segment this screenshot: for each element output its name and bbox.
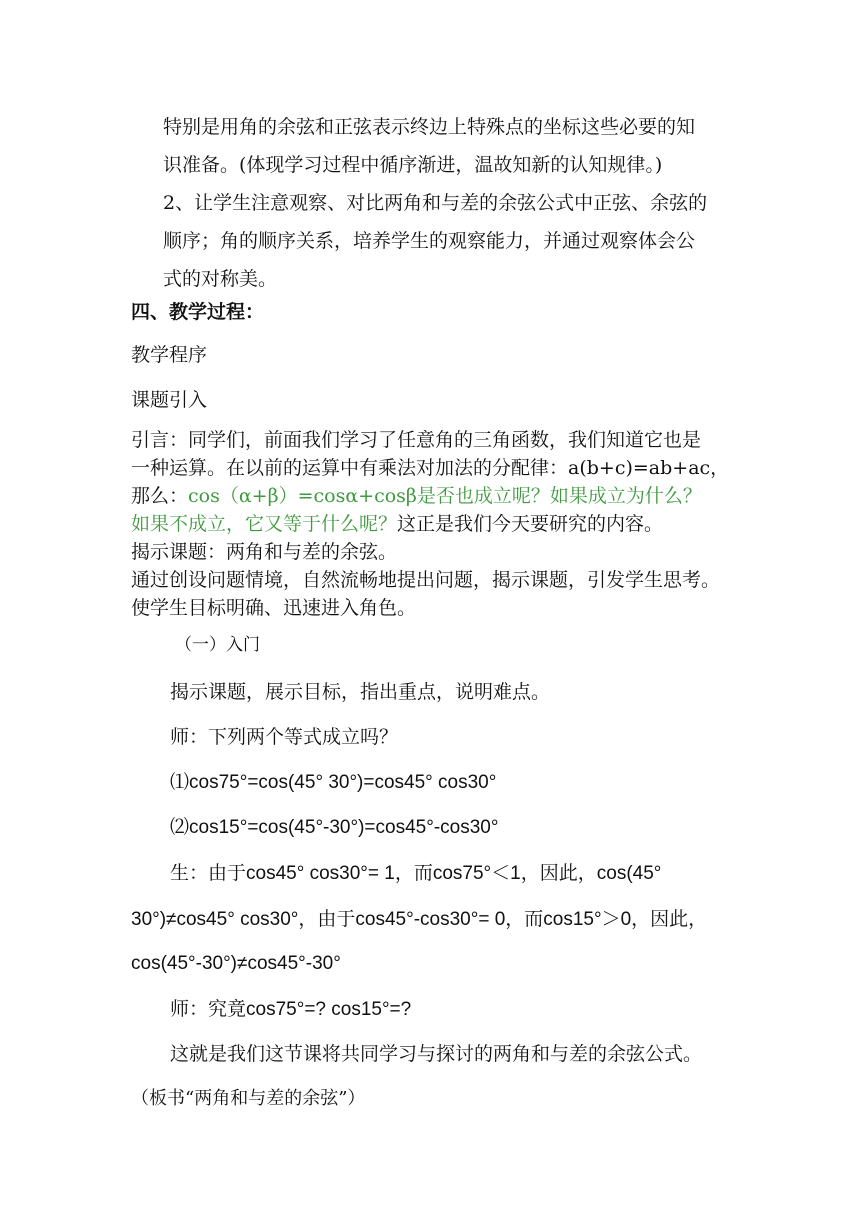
student-formula: cos45°-cos30°= 0 [355,909,506,930]
teaching-program: 教学程序 [131,344,208,366]
student-formula: cos75°＜1 [432,863,521,884]
student-answer-line-1 [170,861,661,886]
student-formula: cos(45° [596,863,662,884]
student-answer-line-2 [131,907,707,932]
section-heading: 四、教学过程： [131,301,265,323]
student-text: ，因此， [631,908,708,930]
intro-line-2: 识准备。(体现学习过程中循序渐进，温故知新的认知规律。) [163,154,663,176]
lead-question-cont: 如果不成立，它又等于什么呢？ [131,513,398,535]
reveal-topic: 揭示课题：两角和与差的余弦。 [131,541,398,563]
conclusion-text: 这就是我们这节课将共同学习与探讨的两角和与差的余弦公式。 [170,1043,703,1065]
student-text: 生：由于 [170,862,247,884]
student-text: ，而 [394,862,433,884]
equation-2-text: cos15°=cos(45°-30°)=cos45°-cos30° [189,817,499,838]
situation-line-1: 通过创设问题情境，自然流畅地提出问题，揭示课题，引发学生思考。 [131,569,721,591]
board-note: （板书“两角和与差的余弦”） [131,1088,366,1109]
teacher-question: 师：下列两个等式成立吗？ [170,726,399,748]
goal-text: 揭示课题，展示目标，指出重点，说明难点。 [170,681,551,703]
student-text: ，而 [505,908,544,930]
point2-line-3: 式的对称美。 [163,268,278,290]
teacher-text: 师：究竟 [170,998,247,1020]
equation-2-number: ⑵ [170,816,190,838]
student-answer-line-3: cos(45°-30°)≠cos45°-30° [131,953,341,974]
equation-1-text: cos75°=cos(45° 30°)=cos45° cos30° [189,772,497,793]
intro-line-1: 特别是用角的余弦和正弦表示终边上特殊点的坐标这些必要的知 [163,116,696,138]
lead-line-4 [131,512,663,536]
student-text: ，因此， [520,862,597,884]
teacher-formula: cos75°=? cos15°=? [246,999,412,1020]
lead-line-3-prefix: 那么： [131,485,189,507]
subsection-title: （一）入门 [175,635,260,655]
student-formula: cos45° cos30°= 1 [246,863,395,884]
lead-line-4-suffix: 这正是我们今天要研究的内容。 [397,513,664,535]
equation-1-number: ⑴ [170,771,190,793]
point2-line-1: 2、让学生注意观察、对比两角和与差的余弦公式中正弦、余弦的 [163,192,708,214]
lead-line-2: 一种运算。在以前的运算中有乘法对加法的分配律：a(b+c)=ab+ac， [131,457,730,479]
equation-1 [170,770,496,795]
lead-question: cos（α+β）=cosα+cosβ是否也成立呢？如果成立为什么？ [188,485,702,507]
student-text: ，由于 [298,908,356,930]
situation-line-2: 使学生目标明确、迅速进入角色。 [131,597,417,619]
teacher-followup [170,997,411,1022]
student-formula: 30°)≠cos45° cos30° [131,909,299,930]
lead-line-3 [131,484,702,508]
topic-introduction: 课题引入 [131,389,208,411]
student-formula: cos15°＞0 [543,909,632,930]
point2-line-2: 顺序；角的顺序关系，培养学生的观察能力，并通过观察体会公 [163,230,696,252]
lead-line-1: 引言：同学们，前面我们学习了任意角的三角函数，我们知道它也是 [131,429,702,451]
equation-2 [170,815,498,840]
